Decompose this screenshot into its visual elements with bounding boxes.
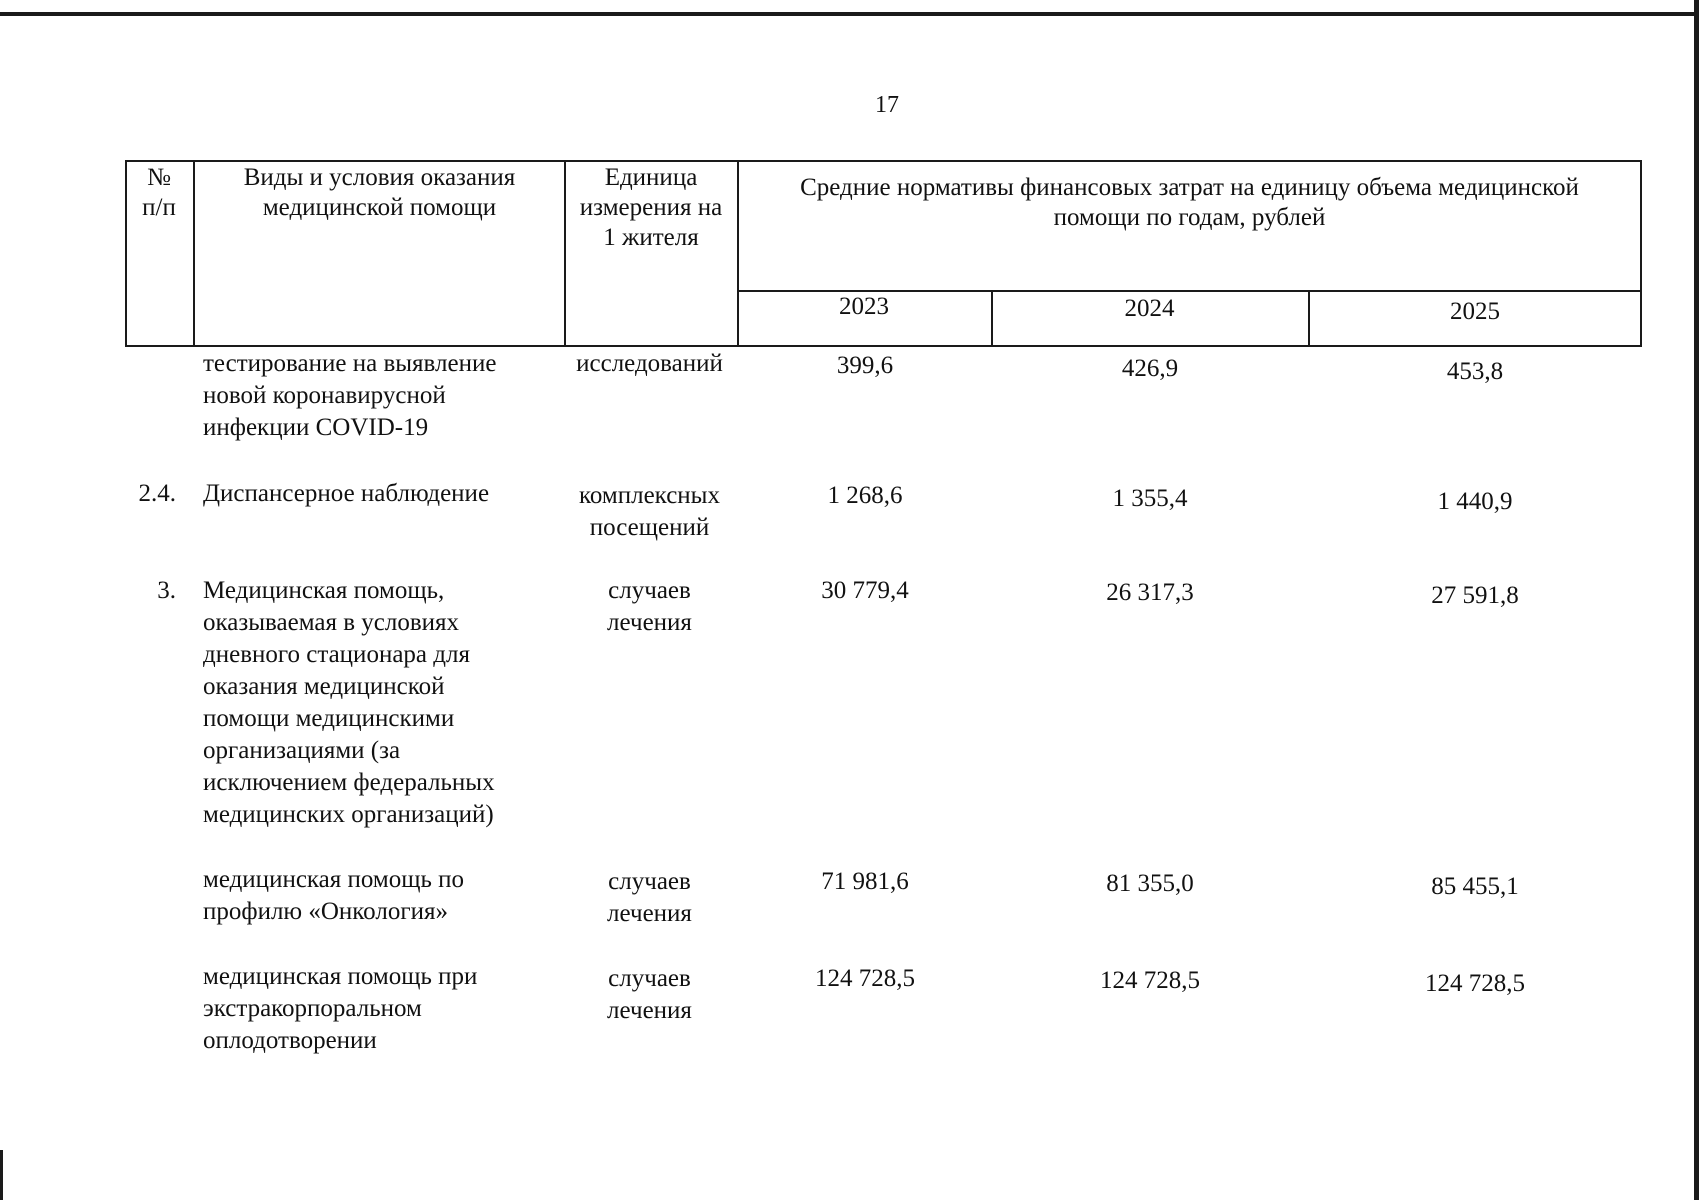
row-number: 2.4.: [138, 480, 176, 507]
value-2024: 26 317,3: [1106, 579, 1194, 606]
right-scan-edge: [1694, 0, 1699, 1200]
row-unit: случаев лечения: [607, 868, 692, 927]
value-2023: 30 779,4: [821, 577, 909, 604]
row-unit: случаев лечения: [607, 577, 692, 636]
value-2023: 399,6: [836, 352, 894, 379]
value-2023: 71 981,6: [821, 868, 909, 895]
value-2025: 85 455,1: [1431, 873, 1519, 900]
row-name: тестирование на выявление новой коронавирусной инфекции COVID-19: [203, 350, 497, 441]
header-year-2023: 2023: [839, 293, 889, 320]
value-2024: 1 355,4: [1112, 485, 1188, 512]
row-unit: комплексных посещений: [579, 482, 720, 541]
top-border-line: [0, 12, 1699, 16]
value-2025: 1 440,9: [1437, 488, 1513, 515]
value-2025: 453,8: [1446, 358, 1504, 385]
row-unit: случаев лечения: [607, 965, 692, 1024]
header-divider: [193, 160, 195, 347]
value-2023: 124 728,5: [815, 965, 915, 992]
value-2025: 27 591,8: [1431, 582, 1519, 609]
page-number: 17: [875, 92, 899, 118]
left-scan-mark: [0, 1150, 3, 1200]
header-num: № п/п: [142, 164, 176, 221]
row-name: Диспансерное наблюдение: [203, 480, 490, 507]
header-year-2024: 2024: [1124, 295, 1175, 322]
row-name: медицинская помощь по профилю «Онкология»: [203, 866, 465, 925]
row-number: 3.: [157, 577, 176, 604]
value-2023: 1 268,6: [827, 482, 903, 509]
value-2025: 124 728,5: [1425, 970, 1525, 997]
value-2024: 81 355,0: [1106, 870, 1194, 897]
row-name: Медицинская помощь, оказываемая в условиях дневного стационара для оказания медицинской помощи медицинскими организациями (за исключением федеральных медицинских организаций): [203, 577, 495, 828]
value-2024: 124 728,5: [1100, 967, 1200, 994]
row-unit: исследований: [576, 350, 723, 377]
header-unit: Единица измерения на 1 жителя: [579, 164, 723, 251]
row-name: медицинская помощь при экстракорпоральном оплодотворении: [203, 963, 478, 1054]
value-2024: 426,9: [1121, 355, 1179, 382]
header-group: Средние нормативы финансовых затрат на единицу объема медицинской помощи по годам, рублей: [800, 174, 1579, 231]
header-type: Виды и условия оказания медицинской помощи: [243, 164, 516, 221]
header-year-2025: 2025: [1450, 298, 1500, 325]
